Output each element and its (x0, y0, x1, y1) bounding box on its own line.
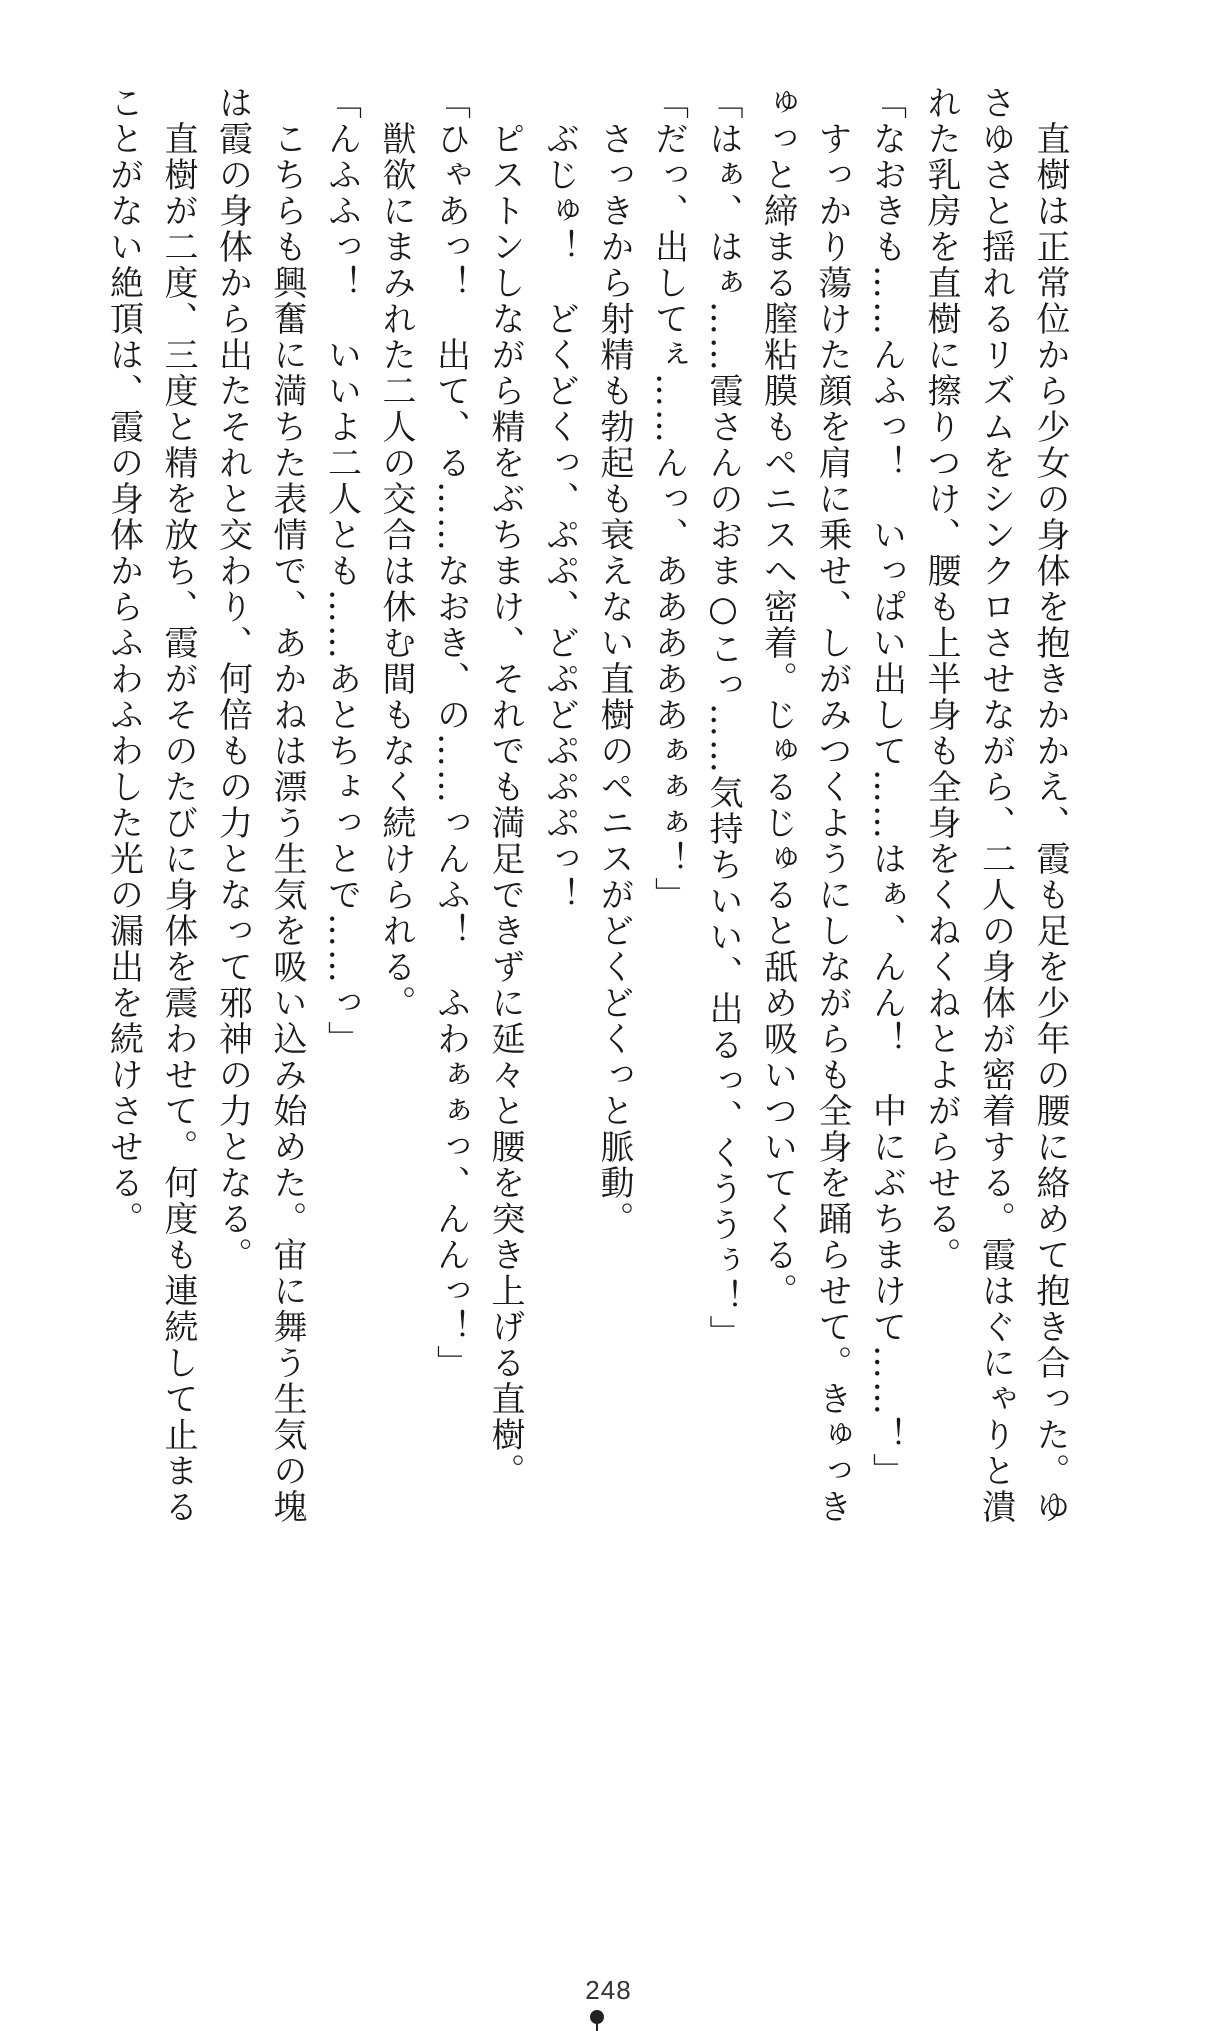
text-line: ぶじゅ！ どくどくっ、ぷぷ、どぷどぷぷぷっ！ (539, 85, 580, 913)
text-line: は霞の身体から出たそれと交わり、何倍もの力となって邪神の力となる。 (212, 85, 253, 1273)
text-line: 「んふふっ！ いいよ二人とも……あとちょっとで……っ」 (321, 85, 362, 1057)
text-line: ことがない絶頂は、霞の身体からふわふわした光の漏出を続けさせる。 (103, 85, 144, 1237)
text-line: 獣欲にまみれた二人の交合は休む間もなく続けられる。 (376, 85, 416, 1021)
text-line: すっかり蕩けた顔を肩に乗せ、しがみつくようにしながらも全身を踊らせて。きゅっき (812, 85, 852, 1525)
text-line: さっきから射精も勃起も衰えない直樹のペニスがどくどくっと脈動。 (594, 85, 634, 1237)
text-line: 「ひゃあっ！ 出て、る……なおき、の……っんふ！ ふわぁぁっ、んんっ！」 (430, 85, 471, 1381)
text-line: 「だっ、出してぇ……んっ、あああああぁぁぁ！」 (648, 85, 689, 913)
vertical-text-body (103, 85, 1077, 1615)
text-line: こちらも興奮に満ちた表情で、あかねは漂う生気を吸い込み始めた。宙に舞う生気の塊 (267, 85, 307, 1525)
text-line: さゆさと揺れるリズムをシンクロさせながら、二人の身体が密着する。霞はぐにゃりと潰 (975, 85, 1016, 1525)
text-line: 直樹は正常位から少女の身体を抱きかかえ、霞も足を少年の腰に絡めて抱き合った。ゆ (1030, 85, 1070, 1525)
text-line: 直樹が二度、三度と精を放ち、霞がそのたびに身体を震わせて。何度も連続して止まる (158, 85, 198, 1525)
bookmark-dot-icon (590, 2010, 604, 2024)
text-line: ゅっと締まる膣粘膜もペニスへ密着。じゅるじゅると舐め吸いついてくる。 (757, 85, 798, 1309)
page-number: 248 (585, 1975, 632, 2005)
text-line: 「はぁ、はぁ……霞さんのおま○こっ……気持ちいい、出るっ、くううぅ！」 (703, 85, 743, 1351)
text-line: れた乳房を直樹に擦りつけ、腰も上半身も全身をくねくねとよがらせる。 (921, 85, 961, 1273)
text-line: ピストンしながら精をぶちまけ、それでも満足できずに延々と腰を突き上げる直樹。 (485, 85, 525, 1489)
bookmark-stem-icon (596, 2024, 598, 2031)
text-line: 「なおきも……んふっ！ いっぱい出して……はぁ、んん！ 中にぶちまけて……！」 (866, 85, 907, 1489)
